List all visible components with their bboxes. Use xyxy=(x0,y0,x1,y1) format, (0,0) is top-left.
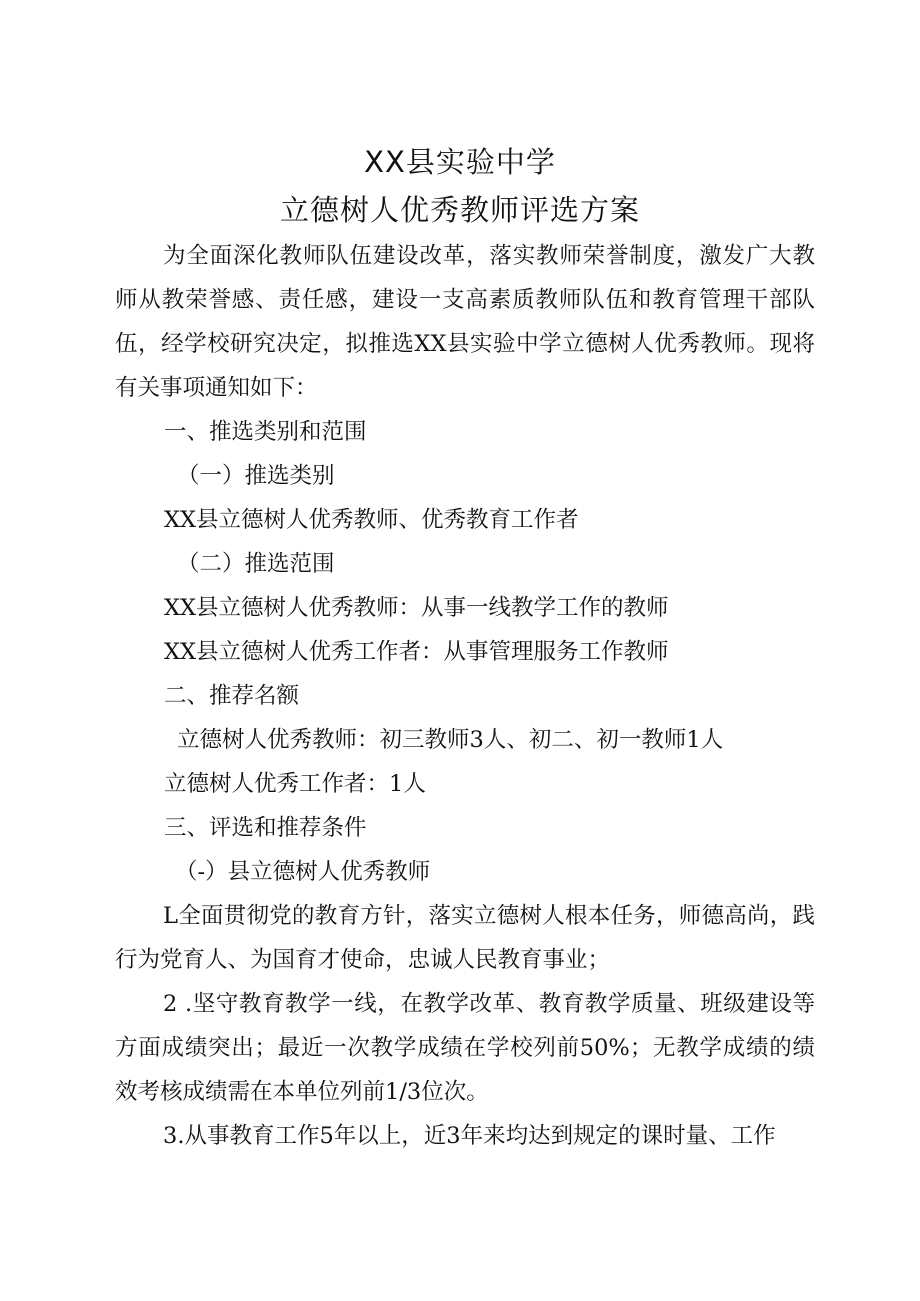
quota-line-worker: 立德树人优秀工作者：1人 xyxy=(164,771,426,797)
criterion-1: L全面贯彻党的教育方针，落实立德树人根本任务，师德高尚，践行为党育人、为国育才使命，忠诚人民教育事业； xyxy=(115,903,815,973)
document-title-line-1: XX县实验中学 xyxy=(364,145,556,179)
scope-line-teacher: XX县立德树人优秀教师：从事一线教学工作的教师 xyxy=(164,595,669,621)
subsection-heading-1-1: （一）推选类别 xyxy=(177,463,335,489)
category-line: XX县立德树人优秀教师、优秀教育工作者 xyxy=(164,507,579,533)
section-heading-3: 三、评选和推荐条件 xyxy=(164,815,367,841)
document-title-line-2: 立德树人优秀教师评选方案 xyxy=(279,193,640,227)
criterion-2: 2 .坚守教育教学一线，在教学改革、教育教学质量、班级建设等方面成绩突出；最近一次教学成绩在学校列前50%；无教学成绩的绩效考核成绩需在本单位列前1/3位次。 xyxy=(115,991,815,1105)
subsection-heading-3-1: （-）县立德树人优秀教师 xyxy=(175,859,431,885)
section-heading-1: 一、推选类别和范围 xyxy=(164,419,367,445)
quota-line-teacher: 立德树人优秀教师：初三教师3人、初二、初一教师1人 xyxy=(177,727,724,753)
section-heading-2: 二、推荐名额 xyxy=(164,683,300,709)
criterion-3: 3.从事教育工作5年以上，近3年来均达到规定的课时量、工作 xyxy=(163,1123,776,1149)
scope-line-worker: XX县立德树人优秀工作者：从事管理服务工作教师 xyxy=(164,639,669,665)
intro-paragraph: 为全面深化教师队伍建设改革，落实教师荣誉制度，激发广大教师从教荣誉感、责任感，建设一支高素质教师队伍和教育管理干部队伍，经学校研究决定，拟推选XX县实验中学立德树人优秀教师。现将有关事项通知如下： xyxy=(115,243,815,401)
document-body xyxy=(115,234,815,1158)
subsection-heading-1-2: （二）推选范围 xyxy=(177,551,335,577)
